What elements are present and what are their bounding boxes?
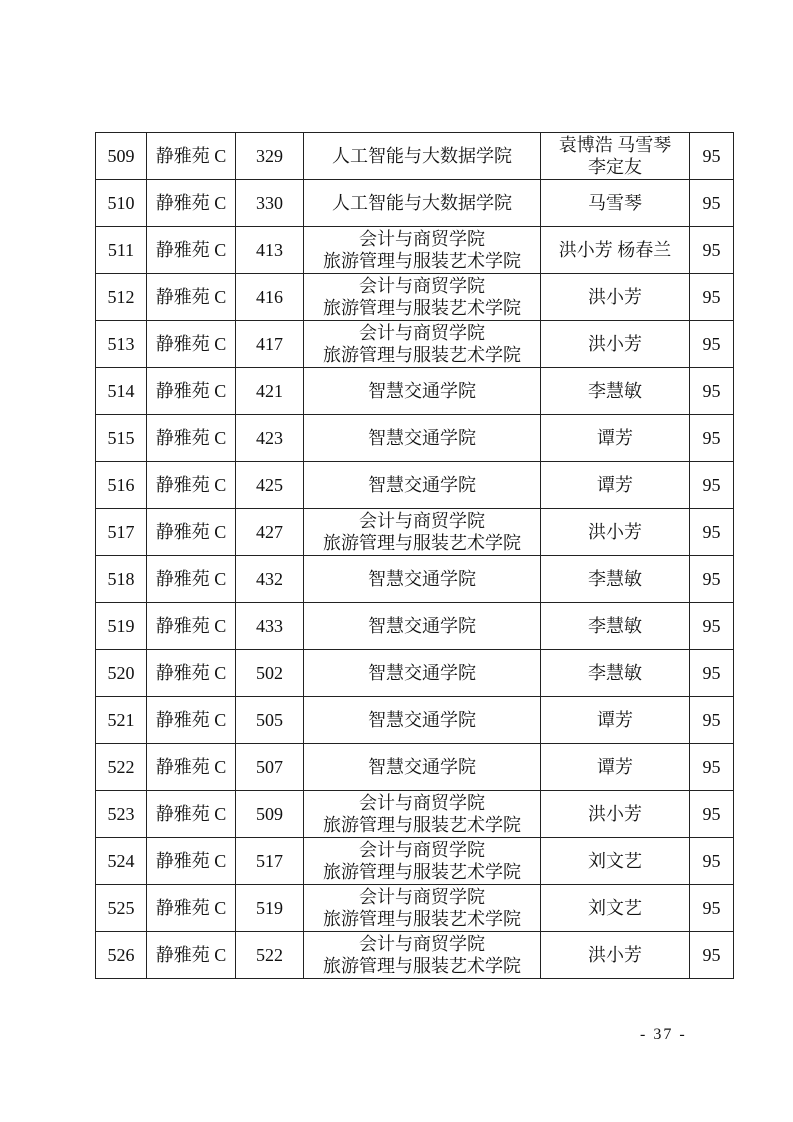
score-cell: 95	[690, 321, 734, 368]
room-number-cell: 329	[236, 133, 304, 180]
college-cell: 智慧交通学院	[304, 744, 541, 791]
building-cell: 静雅苑 C	[147, 462, 236, 509]
score-cell: 95	[690, 180, 734, 227]
score-cell: 95	[690, 603, 734, 650]
college-cell: 智慧交通学院	[304, 697, 541, 744]
building-cell: 静雅苑 C	[147, 650, 236, 697]
building-cell: 静雅苑 C	[147, 791, 236, 838]
serial-number-cell: 513	[96, 321, 147, 368]
serial-number-cell: 521	[96, 697, 147, 744]
table-row	[96, 697, 734, 744]
page-number: - 37 -	[640, 1026, 687, 1043]
serial-number-cell: 511	[96, 227, 147, 274]
table-row	[96, 885, 734, 932]
dormitory-inspection-table	[95, 132, 734, 979]
teacher-cell: 谭芳	[541, 415, 690, 462]
score-cell: 95	[690, 227, 734, 274]
room-number-cell: 507	[236, 744, 304, 791]
score-cell: 95	[690, 133, 734, 180]
teacher-cell: 洪小芳	[541, 791, 690, 838]
teacher-cell: 谭芳	[541, 744, 690, 791]
score-cell: 95	[690, 744, 734, 791]
room-number-cell: 413	[236, 227, 304, 274]
college-cell: 会计与商贸学院 旅游管理与服装艺术学院	[304, 227, 541, 274]
serial-number-cell: 519	[96, 603, 147, 650]
table-row	[96, 274, 734, 321]
teacher-cell: 李慧敏	[541, 603, 690, 650]
table-row	[96, 603, 734, 650]
serial-number-cell: 518	[96, 556, 147, 603]
table-row	[96, 744, 734, 791]
serial-number-cell: 525	[96, 885, 147, 932]
room-number-cell: 522	[236, 932, 304, 979]
building-cell: 静雅苑 C	[147, 509, 236, 556]
building-cell: 静雅苑 C	[147, 603, 236, 650]
table-row	[96, 509, 734, 556]
teacher-cell: 洪小芳 杨春兰	[541, 227, 690, 274]
serial-number-cell: 524	[96, 838, 147, 885]
teacher-cell: 洪小芳	[541, 932, 690, 979]
room-number-cell: 505	[236, 697, 304, 744]
room-number-cell: 425	[236, 462, 304, 509]
room-number-cell: 519	[236, 885, 304, 932]
building-cell: 静雅苑 C	[147, 368, 236, 415]
building-cell: 静雅苑 C	[147, 133, 236, 180]
score-cell: 95	[690, 415, 734, 462]
college-cell: 会计与商贸学院 旅游管理与服装艺术学院	[304, 885, 541, 932]
serial-number-cell: 517	[96, 509, 147, 556]
room-number-cell: 416	[236, 274, 304, 321]
room-number-cell: 421	[236, 368, 304, 415]
serial-number-cell: 520	[96, 650, 147, 697]
serial-number-cell: 509	[96, 133, 147, 180]
serial-number-cell: 514	[96, 368, 147, 415]
table-row	[96, 838, 734, 885]
serial-number-cell: 512	[96, 274, 147, 321]
score-cell: 95	[690, 556, 734, 603]
college-cell: 智慧交通学院	[304, 556, 541, 603]
teacher-cell: 刘文艺	[541, 838, 690, 885]
college-cell: 会计与商贸学院 旅游管理与服装艺术学院	[304, 509, 541, 556]
serial-number-cell: 515	[96, 415, 147, 462]
table-row	[96, 650, 734, 697]
building-cell: 静雅苑 C	[147, 415, 236, 462]
room-number-cell: 517	[236, 838, 304, 885]
table-row	[96, 415, 734, 462]
building-cell: 静雅苑 C	[147, 697, 236, 744]
table-row	[96, 556, 734, 603]
score-cell: 95	[690, 838, 734, 885]
building-cell: 静雅苑 C	[147, 838, 236, 885]
room-number-cell: 423	[236, 415, 304, 462]
room-number-cell: 433	[236, 603, 304, 650]
score-cell: 95	[690, 697, 734, 744]
table-row	[96, 321, 734, 368]
room-number-cell: 432	[236, 556, 304, 603]
table-row	[96, 227, 734, 274]
college-cell: 智慧交通学院	[304, 603, 541, 650]
building-cell: 静雅苑 C	[147, 932, 236, 979]
college-cell: 会计与商贸学院 旅游管理与服装艺术学院	[304, 838, 541, 885]
building-cell: 静雅苑 C	[147, 227, 236, 274]
score-cell: 95	[690, 274, 734, 321]
college-cell: 智慧交通学院	[304, 368, 541, 415]
building-cell: 静雅苑 C	[147, 885, 236, 932]
teacher-cell: 刘文艺	[541, 885, 690, 932]
college-cell: 人工智能与大数据学院	[304, 180, 541, 227]
table-row	[96, 368, 734, 415]
score-cell: 95	[690, 791, 734, 838]
room-number-cell: 417	[236, 321, 304, 368]
college-cell: 人工智能与大数据学院	[304, 133, 541, 180]
college-cell: 会计与商贸学院 旅游管理与服装艺术学院	[304, 932, 541, 979]
college-cell: 会计与商贸学院 旅游管理与服装艺术学院	[304, 274, 541, 321]
teacher-cell: 洪小芳	[541, 274, 690, 321]
score-cell: 95	[690, 462, 734, 509]
building-cell: 静雅苑 C	[147, 180, 236, 227]
building-cell: 静雅苑 C	[147, 274, 236, 321]
serial-number-cell: 522	[96, 744, 147, 791]
college-cell: 智慧交通学院	[304, 462, 541, 509]
score-cell: 95	[690, 509, 734, 556]
teacher-cell: 洪小芳	[541, 509, 690, 556]
teacher-cell: 马雪琴	[541, 180, 690, 227]
building-cell: 静雅苑 C	[147, 744, 236, 791]
table-row	[96, 462, 734, 509]
teacher-cell: 洪小芳	[541, 321, 690, 368]
room-number-cell: 427	[236, 509, 304, 556]
score-cell: 95	[690, 932, 734, 979]
building-cell: 静雅苑 C	[147, 321, 236, 368]
building-cell: 静雅苑 C	[147, 556, 236, 603]
room-number-cell: 502	[236, 650, 304, 697]
teacher-cell: 谭芳	[541, 697, 690, 744]
score-cell: 95	[690, 368, 734, 415]
college-cell: 智慧交通学院	[304, 650, 541, 697]
teacher-cell: 李慧敏	[541, 368, 690, 415]
teacher-cell: 李慧敏	[541, 650, 690, 697]
serial-number-cell: 523	[96, 791, 147, 838]
teacher-cell: 李慧敏	[541, 556, 690, 603]
serial-number-cell: 526	[96, 932, 147, 979]
score-cell: 95	[690, 650, 734, 697]
serial-number-cell: 516	[96, 462, 147, 509]
table-body	[96, 133, 734, 979]
teacher-cell: 袁博浩 马雪琴 李定友	[541, 133, 690, 180]
table-row	[96, 932, 734, 979]
serial-number-cell: 510	[96, 180, 147, 227]
college-cell: 智慧交通学院	[304, 415, 541, 462]
room-number-cell: 509	[236, 791, 304, 838]
score-cell: 95	[690, 885, 734, 932]
room-number-cell: 330	[236, 180, 304, 227]
table-row	[96, 791, 734, 838]
table-row	[96, 133, 734, 180]
teacher-cell: 谭芳	[541, 462, 690, 509]
college-cell: 会计与商贸学院 旅游管理与服装艺术学院	[304, 791, 541, 838]
table-row	[96, 180, 734, 227]
college-cell: 会计与商贸学院 旅游管理与服装艺术学院	[304, 321, 541, 368]
